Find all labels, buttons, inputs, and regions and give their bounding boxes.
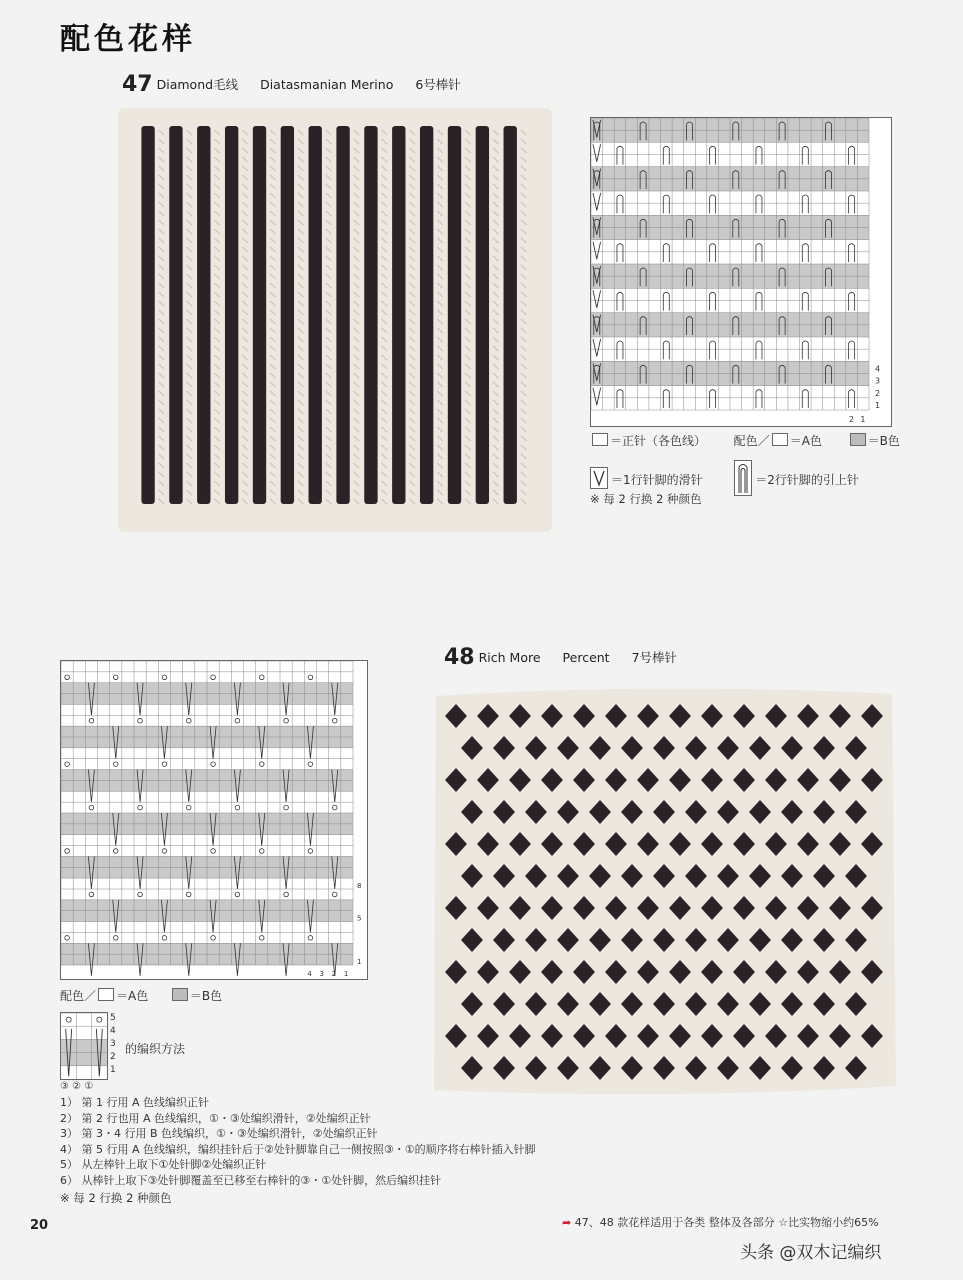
pattern-48-needle: 7号棒针 — [631, 650, 678, 665]
mini-row-number: 3 — [110, 1039, 116, 1049]
pattern-48-mini-chart — [60, 1012, 108, 1080]
white-box-icon — [772, 433, 788, 446]
pattern-48-legend — [60, 987, 222, 1004]
pattern-47-header — [122, 72, 461, 97]
pattern-48-yarn-name: Percent — [562, 650, 610, 665]
svg-text:2: 2 — [875, 388, 881, 398]
slip-stitch-icon — [590, 467, 608, 489]
pattern-48-note: ※ 每 2 行换 2 种颜色 — [60, 1191, 172, 1205]
pattern-47-note: ※ 每 2 行换 2 种颜色 — [590, 492, 702, 506]
legend-color-prefix: 配色／ — [733, 434, 770, 448]
page-number: 20 — [30, 1218, 49, 1233]
pattern-47-yarn-name: Diatasmanian Merino — [260, 77, 394, 92]
svg-text:2: 2 — [331, 970, 337, 978]
legend-color-a: ＝A色 — [116, 989, 149, 1003]
dark-stripe — [169, 126, 182, 504]
pattern-47-needle: 6号棒针 — [415, 77, 461, 92]
pattern-48-header — [444, 645, 677, 670]
svg-text:1: 1 — [875, 401, 881, 410]
svg-text:4: 4 — [875, 364, 881, 374]
mini-row-number: 5 — [110, 1013, 116, 1023]
arrow-icon: ➦ — [562, 1216, 572, 1229]
pattern-48-chart — [60, 660, 368, 980]
mini-row-number: 1 — [110, 1065, 116, 1075]
mini-caption: 的编织方法 — [125, 1042, 186, 1056]
pattern-48-number: 48 — [444, 645, 475, 670]
pattern-47-number: 47 — [122, 72, 153, 97]
step-item: 5） 从左棒针上取下①处针脚②处编织正针 — [60, 1158, 267, 1171]
svg-text:3: 3 — [319, 970, 324, 978]
white-box-icon — [98, 988, 114, 1001]
legend-knit: ＝正针（各色线） — [610, 434, 707, 448]
pattern-47-chart — [590, 117, 892, 427]
dark-stripe — [364, 126, 377, 504]
mini-row-numbers — [110, 1012, 116, 1077]
legend-slip: ＝1行针脚的滑针 — [611, 473, 703, 487]
footer-text-suffix: 整体及各部分 ☆比实物缩小约65% — [708, 1216, 879, 1229]
svg-text:1: 1 — [357, 958, 362, 966]
gray-box-icon — [850, 433, 866, 446]
dark-stripe — [281, 126, 294, 504]
step-item: 1） 第 1 行用 A 色线编织正针 — [60, 1096, 210, 1109]
mini-col-number: ① — [84, 1081, 94, 1092]
dark-stripe — [253, 126, 266, 504]
dark-stripe — [197, 126, 210, 504]
mini-col-number: ② — [72, 1081, 82, 1092]
mini-col-number: ③ — [60, 1081, 69, 1092]
dark-stripe — [225, 126, 238, 504]
pattern-47-legend-row1 — [590, 432, 900, 449]
watermark: 头条 @双木记编织 — [740, 1243, 882, 1263]
dark-stripe — [336, 126, 349, 504]
svg-text:8: 8 — [357, 882, 362, 890]
mini-row-number: 2 — [110, 1052, 116, 1062]
dark-stripe — [309, 126, 322, 504]
legend-color-b: ＝B色 — [867, 434, 900, 448]
pattern-47-yarn: Diamond毛线 — [156, 77, 239, 92]
dark-stripe — [141, 126, 154, 504]
gray-box-icon — [172, 988, 188, 1001]
white-box-icon — [592, 433, 608, 446]
pattern-48-swatch-photo — [430, 686, 898, 1098]
mini-row-number: 4 — [110, 1026, 116, 1036]
legend-pull-up: ＝2行针脚的引上针 — [755, 473, 859, 487]
footer-note — [562, 1214, 879, 1230]
legend-color-b: ＝B色 — [189, 989, 223, 1003]
step-item: 6） 从棒针上取下③处针脚覆盖至已移至右棒针的③・①处针脚，然后编织挂针 — [60, 1173, 442, 1187]
svg-text:2: 2 — [848, 415, 854, 424]
step-item: 4） 第 5 行用 A 色线编织，编织挂针后于②处针脚靠自己一侧按照③・①的顺序将右棒针插入针脚 — [60, 1142, 536, 1156]
legend-color-a: ＝A色 — [789, 434, 822, 448]
footer-text-prefix: 47、48 款花样适用于各类 — [574, 1216, 706, 1229]
dark-stripe — [420, 126, 433, 504]
pattern-48-steps — [60, 1095, 536, 1188]
mini-col-numbers — [60, 1081, 93, 1092]
svg-text:5: 5 — [357, 914, 362, 923]
dark-stripe — [504, 126, 517, 504]
svg-text:3: 3 — [875, 376, 881, 386]
pull-up-stitch-icon — [734, 460, 752, 496]
pattern-48-yarn: Rich More — [478, 650, 541, 665]
pattern-47-swatch-photo — [118, 108, 552, 532]
dark-stripe — [476, 126, 489, 504]
dark-stripe — [392, 126, 405, 504]
svg-text:4: 4 — [307, 970, 312, 978]
step-item: 2） 第 2 行也用 A 色线编织，①・③处编织滑针，②处编织正针 — [60, 1111, 371, 1125]
page-title: 配色花样 — [60, 22, 196, 57]
dark-stripe — [448, 126, 461, 504]
step-item: 3） 第 3・4 行用 B 色线编织，①・③处编织滑针，②处编织正针 — [60, 1127, 378, 1140]
legend-color-prefix: 配色／ — [60, 989, 97, 1003]
svg-text:1: 1 — [860, 415, 866, 424]
svg-text:1: 1 — [343, 970, 349, 978]
